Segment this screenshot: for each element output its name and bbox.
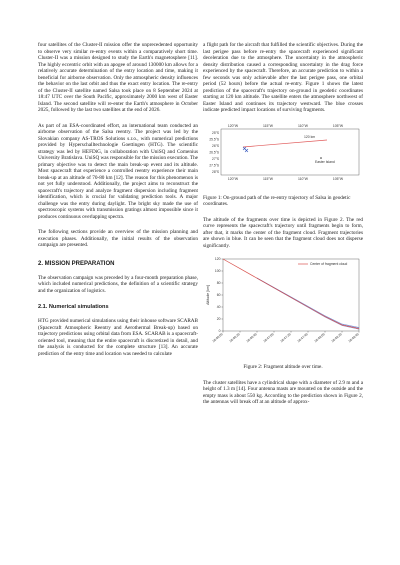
- easter-island-label: Easter Island: [315, 159, 335, 164]
- y-tick-label: 40: [216, 305, 221, 310]
- lat-tick: 26.5°S: [209, 150, 219, 154]
- altitude-chart: [203, 255, 363, 355]
- x-tick-label: 18:46:20: [228, 332, 241, 344]
- x-axis-ticks: [212, 331, 360, 343]
- figure-2: [203, 255, 363, 360]
- lon-tick: 105°W: [332, 123, 344, 128]
- lon-tick: 115°W: [263, 176, 273, 181]
- y-tick-label: 120: [214, 257, 221, 262]
- lon-tick: 120°W: [227, 123, 239, 128]
- lat-tick: 27.5°S: [209, 163, 219, 167]
- figure-1: [203, 122, 363, 191]
- lon-tick: 105°W: [332, 176, 344, 181]
- y-tick-label: 80: [216, 281, 221, 286]
- paragraph: The altitude of the fragments over time is depicted in Figure 2. The red curve represents the spacecraft's trajectory until fragments begin to form, after that, it marks the center of the fragment cloud. Fragment trajectories are shown in blue. It can be seen that the fragment cloud does not disperse significantly.: [203, 216, 363, 249]
- lon-tick: 120°W: [227, 176, 239, 181]
- lat-tick: 28°S: [212, 169, 219, 174]
- plot-frame: [223, 259, 359, 331]
- left-column: [38, 42, 198, 363]
- lon-tick: 110°W: [298, 176, 308, 181]
- paragraph: As part of an ESA-coordinated effort, an international team conducted an airborne observation of the Salsa reentry. The project was led by the Slovakian company AS-TROS Solutions s.r.o., with numerical predictions provided by Hyperschalltechnologie Goettingen (HTG). The scientific strategy was led by HEFDiG, in collaboration with UniSQ and Comenius University Bratislava. UniSQ was responsible for the mission execution. The primary objective was to detect the main break-up event and its altitude. Most spacecraft that experience a controlled reentry experience their main break-up at an altitude of 70-80 km [12]. The reason for this phenomenon is not yet fully understood. Additionally, the project aims to reconstruct the spacecraft's trajectory and analyze fragment dispersion including fragment identification, which is crucial for validating prediction tools. A major challenge was the entry during daylight. The bright sky made the use of spectroscopic systems with transmission gratings almost impossible since it produces continuous overlapping spectra.: [38, 122, 198, 220]
- lat-tick: 26°S: [212, 143, 219, 148]
- lat-tick: 25.5°S: [209, 137, 219, 141]
- map-figure: [203, 122, 363, 186]
- y-axis-ticks: [215, 257, 223, 333]
- section-heading: 2. MISSION PREPARATION: [38, 260, 115, 267]
- lat-tick: 27°S: [212, 156, 219, 161]
- y-axis-label: Altitude [km]: [206, 285, 210, 305]
- map-frame: [221, 129, 359, 175]
- y-tick-label: 60: [216, 293, 221, 298]
- x-tick-label: 18:47:20: [279, 332, 292, 344]
- lat-tick: 25°S: [212, 130, 219, 135]
- paragraph: HTG provided numerical simulations using their inhouse software SCARAB (Spacecraft Atmospheric Reentry and Aerothermal Break-up) based on trajectory predictions using orbital data from ESA. SCARAB is a spacecraft-oriented tool, meaning that the entire spacecraft is discretized in detail, and the analysis is conducted for the complete structure [13]. An accurate prediction of the entry time and location was needed to calculate: [38, 318, 198, 357]
- y-tick-label: 20: [216, 317, 221, 322]
- x-tick-label: 18:48:00: [313, 332, 326, 344]
- subsection-heading: 2.1. Numerical simulations: [38, 304, 109, 310]
- y-tick-label: 0: [218, 329, 221, 334]
- x-tick-label: 18:47:00: [262, 332, 275, 344]
- paragraph: The cluster satellites have a cylindrical shape with a diameter of 2.9 m and a height of 1.3 m [14]. Four antenna masts are mounted on the outside and the empty mass is about 550 kg. According to the prediction shown in Figure 2, the antennas will break off at an altitude of approx-: [203, 379, 363, 405]
- y-tick-label: 100: [214, 269, 221, 274]
- figure-1-caption: Figure 1: On-ground path of the re-entry trajectory of Salsa in geodetic coordinates.: [203, 194, 351, 207]
- paragraph: The observation campaign was preceded by a four-month preparation phase, which included numerical predictions, the definition of a scientific strategy and the organization of logistics.: [38, 274, 198, 294]
- lon-tick: 110°W: [298, 123, 308, 128]
- paragraph: four satellites of the Cluster-II mission offer the unprecedented opportunity to observe very similar re-entry events within a comparatively short time. Cluster-II was a mission designed to study the Earth's magnetosphere [11]. The highly eccentric orbit with an apogee of around 130000 km allows for a relatively accurate determination of the entry location and time, making it beneficial for airborne observation. Only the atmospheric density influences the behavior on the last orbit and thus the exact entry location. The re-entry of the Cluster-II satellite named Salsa took place on 8 September 2024 at 18:47 UTC over the South Pacific, approximately 2000 km west of Easter Island. The second satellite will re-enter the Earth's atmosphere in October 2025, followed by the last two satellites at the end of 2026.: [38, 42, 198, 113]
- x-tick-label: 18:46:40: [245, 332, 258, 344]
- paragraph: The following sections provide an overview of the mission planning and execution phases. Additionally, the initial results of the observation campaign are presented.: [38, 229, 198, 248]
- x-tick-label: 18:48:40: [347, 332, 360, 344]
- altitude-label: 120 km: [304, 134, 316, 139]
- paragraph: a flight path for the aircraft that fulfilled the scientific objectives. During the last perigee pass before re-entry the spacecraft experienced significant deceleration due to the atmosphere. The uncertainty in the atmospheric density distribution caused a corresponding uncertainty in the drag force experienced by the spacecraft. Therefore, an accurate prediction to within a few seconds was only achievable after the last perigee pass, one orbital period (52 hours) before the actual re-entry. Figure 1 shows the latest prediction of the spacecraft's trajectory on-ground in geodetic coordinates starting at 120 km altitude. The satellite enters the atmosphere northwest of Easter Island and continues its trajectory westward. The blue crosses indicate predicted impact locations of surviving fragments.: [203, 42, 363, 113]
- x-tick-label: 18:48:20: [330, 332, 343, 344]
- x-tick-label: 18:46:00: [211, 332, 224, 344]
- lon-tick: 115°W: [263, 123, 273, 128]
- right-column: [203, 42, 363, 412]
- figure-2-caption: Figure 2: Fragment altitude over time.: [243, 364, 323, 370]
- x-tick-label: 18:47:40: [296, 332, 309, 344]
- legend-label: Center of fragment cloud: [310, 262, 348, 267]
- easter-island-marker: [320, 157, 322, 159]
